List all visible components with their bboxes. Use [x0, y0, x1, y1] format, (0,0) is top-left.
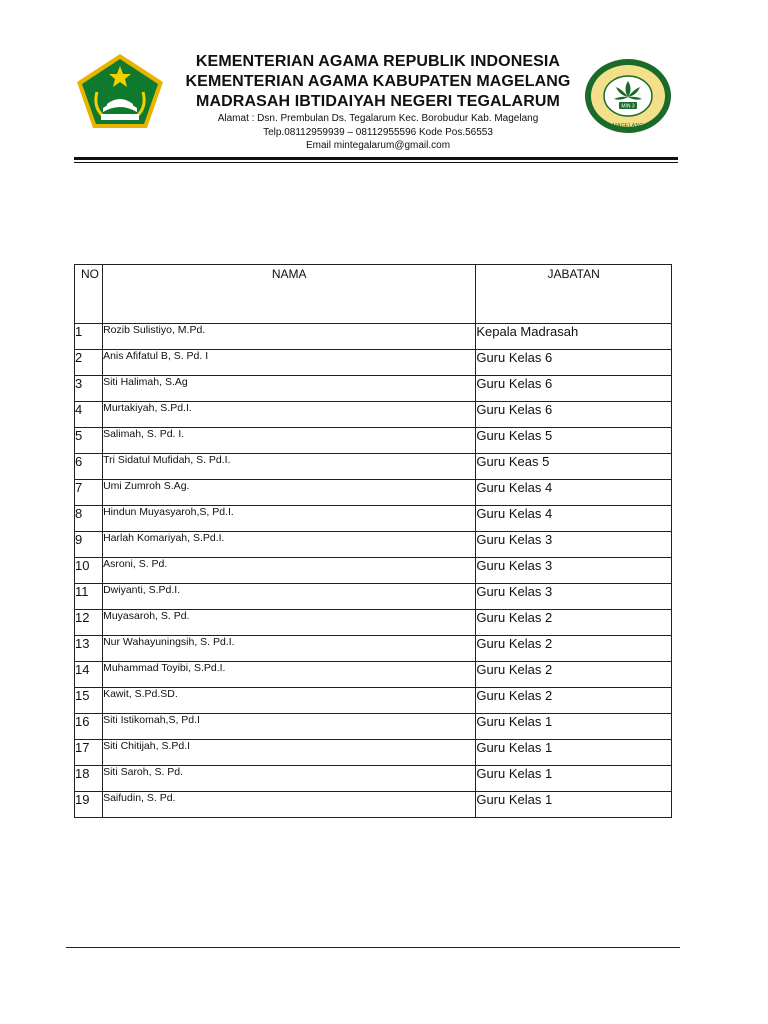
- kemenag-emblem-logo: [75, 52, 165, 130]
- cell-name: Muhammad Toyibi, S.Pd.I.: [103, 662, 476, 688]
- cell-no: 12: [75, 610, 103, 636]
- cell-name: Tri Sidatul Mufidah, S. Pd.I.: [103, 454, 476, 480]
- cell-name: Muyasaroh, S. Pd.: [103, 610, 476, 636]
- cell-jabatan: Guru Kelas 6: [476, 350, 672, 376]
- header-jabatan: JABATAN: [476, 265, 672, 324]
- cell-no: 5: [75, 428, 103, 454]
- cell-name: Kawit, S.Pd.SD.: [103, 688, 476, 714]
- letterhead-rule-thick: [74, 157, 678, 160]
- cell-jabatan: Guru Kelas 1: [476, 766, 672, 792]
- cell-name: Siti Halimah, S.Ag: [103, 376, 476, 402]
- cell-no: 4: [75, 402, 103, 428]
- table-row: [75, 766, 672, 792]
- regency-office-title: KEMENTERIAN AGAMA KABUPATEN MAGELANG: [185, 73, 571, 90]
- table-row: [75, 324, 672, 350]
- cell-name: Asroni, S. Pd.: [103, 558, 476, 584]
- ministry-title: KEMENTERIAN AGAMA REPUBLIK INDONESIA: [195, 53, 561, 70]
- table-row: [75, 688, 672, 714]
- cell-no: 15: [75, 688, 103, 714]
- cell-no: 9: [75, 532, 103, 558]
- cell-jabatan: Guru Kelas 3: [476, 558, 672, 584]
- cell-no: 16: [75, 714, 103, 740]
- staff-table: [74, 264, 672, 818]
- table-row: [75, 532, 672, 558]
- cell-name: Umi Zumroh S.Ag.: [103, 480, 476, 506]
- cell-jabatan: Guru Kelas 1: [476, 714, 672, 740]
- cell-name: Harlah Komariyah, S.Pd.I.: [103, 532, 476, 558]
- cell-jabatan: Guru Kelas 2: [476, 610, 672, 636]
- cell-no: 2: [75, 350, 103, 376]
- email-line: Email mintegalarum@gmail.com: [305, 140, 451, 151]
- phone-line: Telp.08112959939 – 08112955596 Kode Pos.56553: [263, 126, 493, 138]
- table-row: [75, 584, 672, 610]
- cell-no: 11: [75, 584, 103, 610]
- cell-no: 14: [75, 662, 103, 688]
- page-bottom-line: [66, 947, 680, 948]
- cell-jabatan: Kepala Madrasah: [476, 324, 672, 350]
- cell-name: Nur Wahayuningsih, S. Pd.I.: [103, 636, 476, 662]
- header-no: NO: [75, 265, 103, 324]
- cell-name: Rozib Sulistiyo, M.Pd.: [103, 324, 476, 350]
- cell-jabatan: Guru Kelas 2: [476, 636, 672, 662]
- cell-jabatan: Guru Keas 5: [476, 454, 672, 480]
- cell-jabatan: Guru Kelas 6: [476, 376, 672, 402]
- table-row: [75, 662, 672, 688]
- cell-name: Murtakiyah, S.Pd.I.: [103, 402, 476, 428]
- cell-name: Siti Istikomah,S, Pd.I: [103, 714, 476, 740]
- table-row: [75, 740, 672, 766]
- table-row: [75, 714, 672, 740]
- cell-no: 3: [75, 376, 103, 402]
- table-row: [75, 428, 672, 454]
- table-row: [75, 792, 672, 818]
- cell-no: 19: [75, 792, 103, 818]
- table-row: [75, 610, 672, 636]
- seal-badge-text: MIN 3: [621, 103, 635, 110]
- school-title: MADRASAH IBTIDAIYAH NEGERI TEGALARUM: [196, 93, 560, 110]
- cell-jabatan: Guru Kelas 3: [476, 532, 672, 558]
- cell-jabatan: Guru Kelas 1: [476, 792, 672, 818]
- cell-name: Dwiyanti, S.Pd.I.: [103, 584, 476, 610]
- cell-jabatan: Guru Kelas 4: [476, 480, 672, 506]
- table-row: [75, 636, 672, 662]
- seal-bottom-text: MAGELANG: [612, 123, 644, 129]
- cell-no: 18: [75, 766, 103, 792]
- header-nama: NAMA: [103, 265, 476, 324]
- table-row: [75, 454, 672, 480]
- cell-no: 7: [75, 480, 103, 506]
- cell-no: 10: [75, 558, 103, 584]
- cell-no: 8: [75, 506, 103, 532]
- cell-name: Salimah, S. Pd. I.: [103, 428, 476, 454]
- table-row: [75, 506, 672, 532]
- cell-name: Siti Saroh, S. Pd.: [103, 766, 476, 792]
- table-header-row: [75, 265, 672, 324]
- cell-jabatan: Guru Kelas 5: [476, 428, 672, 454]
- cell-no: 1: [75, 324, 103, 350]
- cell-name: Anis Afifatul B, S. Pd. I: [103, 350, 476, 376]
- cell-name: Saifudin, S. Pd.: [103, 792, 476, 818]
- cell-jabatan: Guru Kelas 6: [476, 402, 672, 428]
- cell-no: 13: [75, 636, 103, 662]
- table-row: [75, 558, 672, 584]
- cell-name: Siti Chitijah, S.Pd.I: [103, 740, 476, 766]
- table-row: [75, 376, 672, 402]
- cell-no: 6: [75, 454, 103, 480]
- cell-jabatan: Guru Kelas 2: [476, 688, 672, 714]
- table-row: [75, 402, 672, 428]
- table-row: [75, 480, 672, 506]
- cell-name: Hindun Muyasyaroh,S, Pd.I.: [103, 506, 476, 532]
- cell-jabatan: Guru Kelas 1: [476, 740, 672, 766]
- cell-jabatan: Guru Kelas 4: [476, 506, 672, 532]
- table-row: [75, 350, 672, 376]
- letterhead: [170, 52, 586, 153]
- madrasah-seal-logo: [583, 57, 673, 135]
- letterhead-rule-thin: [74, 162, 678, 163]
- address-line: Alamat : Dsn. Prembulan Ds. Tegalarum Kec. Borobudur Kab. Magelang: [217, 113, 539, 124]
- cell-no: 17: [75, 740, 103, 766]
- cell-jabatan: Guru Kelas 2: [476, 662, 672, 688]
- cell-jabatan: Guru Kelas 3: [476, 584, 672, 610]
